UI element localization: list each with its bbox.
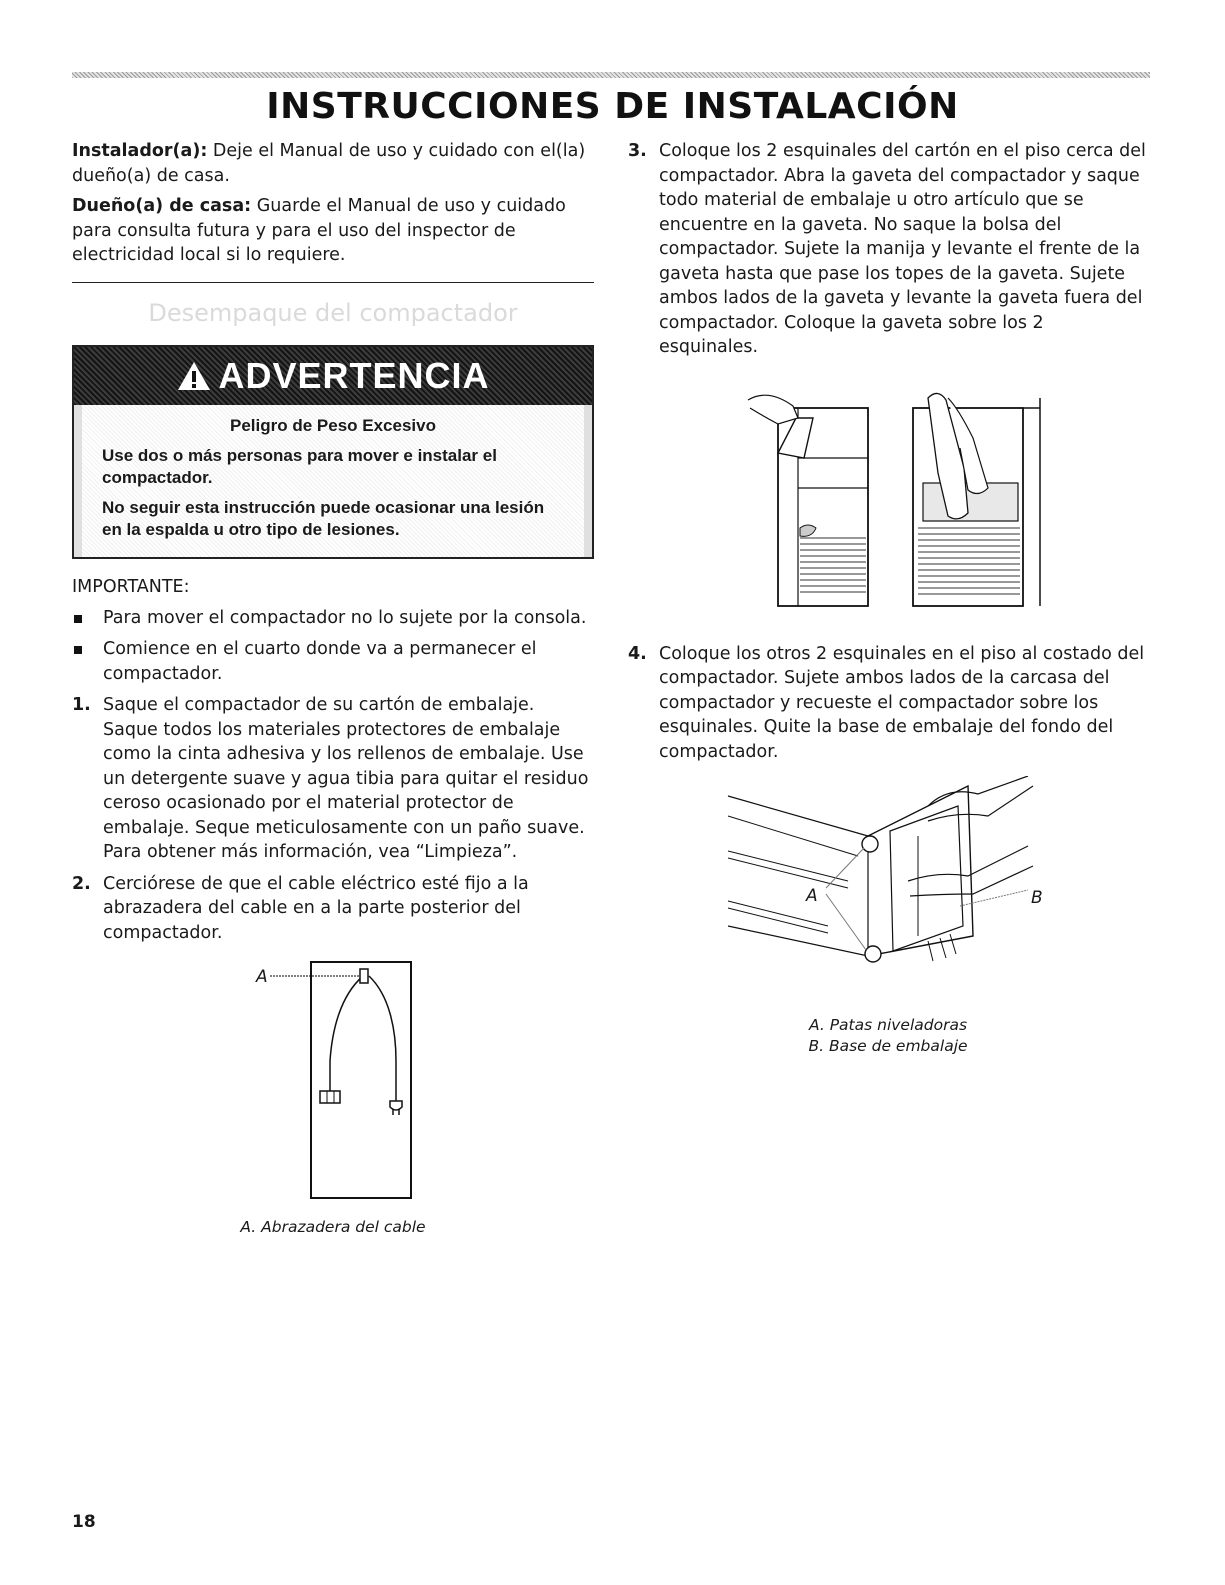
section-divider (72, 282, 594, 283)
bullet-item: Comience en el cuarto donde va a permanecer el compactador. (72, 637, 594, 686)
warning-subtitle: Peligro de Peso Excesivo (230, 416, 436, 435)
step-text: Coloque los otros 2 esquinales en el piso al costado del compactador. Sujete ambos lados de la carcasa del compactador y recueste el compactador sobre los esquinales. Quite la base de embalaje del fondo del compactador. (659, 643, 1145, 762)
important-label: IMPORTANTE: (72, 577, 190, 597)
steps-list-right-b (628, 642, 1148, 765)
step-number: 1. (72, 695, 91, 715)
bullet-item: Para mover el compactador no lo sujete por la consola. (72, 606, 594, 631)
installer-label: Instalador(a): (72, 141, 208, 161)
warning-body (74, 405, 592, 557)
step-text: Cerciórese de que el cable eléctrico esté fijo a la abrazadera del cable en a la parte posterior del compactador. (103, 873, 529, 943)
page-title: INSTRUCCIONES DE INSTALACIÓN (266, 86, 959, 127)
figure-label-a: A (806, 886, 818, 906)
owner-note (72, 194, 594, 268)
warning-box (72, 345, 594, 559)
left-column (72, 139, 594, 1238)
feet-caption-a: A. Patas niveladoras (808, 1016, 968, 1034)
steps-list-left (72, 693, 594, 945)
drawer-removal-illustration (628, 378, 1148, 618)
warning-line-1: Use dos o más personas para mover e instalar el compactador. (102, 446, 497, 487)
warning-header (74, 347, 592, 405)
cable-figure-caption: A. Abrazadera del cable (240, 1218, 426, 1236)
figure-label-b: B (1031, 888, 1043, 908)
section-heading: Desempaque del compactador (148, 298, 518, 327)
leveling-feet-figure (628, 776, 1148, 1011)
owner-text: Guarde el Manual de uso y cuidado para consulta futura y para el uso del inspector de electricidad local si lo requiere. (72, 196, 566, 265)
step-item (72, 693, 594, 865)
leveling-feet-illustration (628, 776, 1148, 1011)
cable-clamp-illustration (72, 961, 594, 1211)
step-item (72, 872, 594, 946)
top-decorative-bar (72, 72, 1150, 78)
cable-clamp-figure (72, 961, 594, 1211)
warning-line-2: No seguir esta instrucción puede ocasionar una lesión en la espalda u otro tipo de lesiones. (102, 498, 545, 539)
step-text: Coloque los 2 esquinales del cartón en el piso cerca del compactador. Abra la gaveta del compactador y saque todo material de embalaje u otro artículo que se encuentre en la gaveta. No saque la bolsa del compactador. Sujete la manija y levante el frente de la gaveta hasta que pase los topes de la gaveta. Sujete ambos lados de la gaveta y levante la gaveta fuera del compactador. Coloque la gaveta sobre los 2 esquinales. (659, 141, 1146, 357)
figure-label-a: A (256, 967, 268, 987)
warning-header-text: ADVERTENCIA (218, 354, 490, 396)
page-number: 18 (72, 1512, 96, 1532)
step-number: 3. (628, 141, 647, 161)
step-item (628, 139, 1148, 360)
right-column (628, 139, 1148, 1057)
drawer-removal-figure (628, 378, 1148, 618)
step-number: 4. (628, 643, 647, 664)
installer-note (72, 139, 594, 188)
owner-label: Dueño(a) de casa: (72, 196, 252, 216)
important-bullets (72, 606, 594, 687)
step-item (628, 642, 1148, 765)
step-text: Saque el compactador de su cartón de embalaje. Saque todos los materiales protectores de embalaje como la cinta adhesiva y los rellenos de embalaje. Use un detergente suave y agua tibia para quitar el residuo ceroso ocasionado por el material protector de embalaje. Seque meticulosamente con un paño suave. Para obtener más información, vea “Limpieza”. (103, 695, 589, 862)
installer-text: Deje el Manual de uso y cuidado con el(la) dueño(a) de casa. (72, 141, 586, 186)
warning-triangle-icon (176, 360, 212, 392)
step-number: 2. (72, 873, 91, 894)
steps-list-right-a (628, 139, 1148, 360)
feet-caption-b: B. Base de embalaje (808, 1037, 968, 1055)
